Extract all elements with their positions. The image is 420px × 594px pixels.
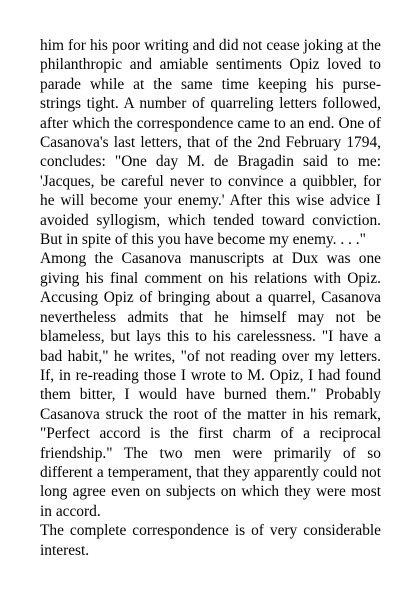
- paragraph-1: him for his poor writing and did not cease joking at the philanthropic and amiable sentiments Opiz loved to parade while at the same time keeping his purse-strings tight. A number of quarreling letters followed, after which the correspondence came to an end. One of Casanova's last letters, that of the 2nd February 1794, concludes: "One day M. de Bragadin said to me: 'Jacques, be careful never to convince a quibbler, for he will become your enemy.' After this wise advice I avoided syllogism, which tended toward conviction. But in spite of this you have become my enemy. . . .": [40, 37, 381, 249]
- paragraph-2: Among the Casanova manuscripts at Dux was one giving his final comment on his relations with Opiz. Accusing Opiz of bringing about a quarrel, Casanova nevertheless admits that he himself may not be blameless, but lays this to his carelessness. "I have a bad habit," he writes, "of not reading over my letters. If, in re-reading those I wrote to M. Opiz, I had found them bitter, I would have burned them." Probably Casanova struck the root of the matter in his remark, "Perfect accord is the first charm of a reciprocal friendship." The two men were primarily of so different a temperament, that they apparently could not long agree even on subjects on which they were most in accord.: [40, 250, 381, 520]
- paragraph-3: The complete correspondence is of very considerable interest.: [40, 522, 381, 559]
- page-body: [40, 36, 381, 560]
